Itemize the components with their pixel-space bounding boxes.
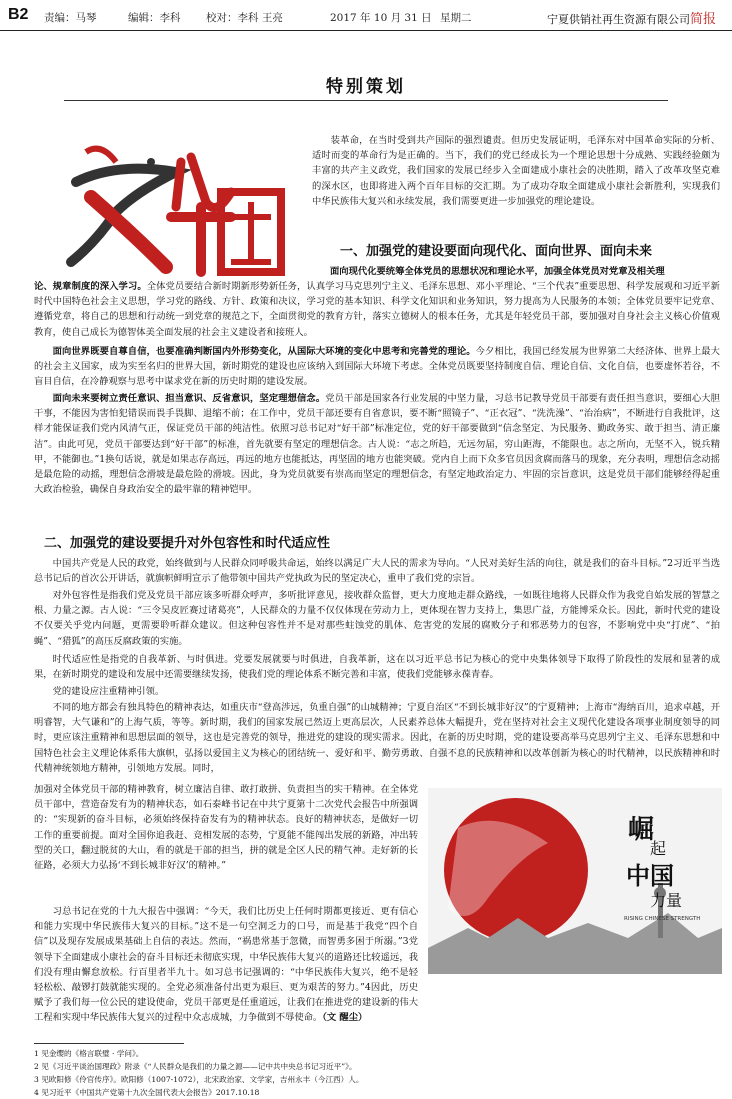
s2-paragraph-2: 对外包容性是指我们党及党员干部应该多听群众呼声，多听批评意见，接收群众监督，更大力度地走群众路线，一如既往地将人民群众作为我党自始发展的智慧之根、力量之源。古人说：“三令吴皮匠赛过诸葛亮”，人民群众的力量不仅仅体现在劳动力上，更体现在智力支持上，集思广益，方能博采众长。因此，新时代党的建设不仅要关乎党内问题，更需要聆听群众建议。但这种包容性并不是对那些蛀蚀党的肌体、危害党的发展的腐败分子和邪恶势力的包容，不影响党中央“打虎”、“拍蝇”、“猎狐”的高压反腐政策的实施。 bbox=[34, 590, 720, 647]
footnote-3: 3 见欧阳修《伶官传序》。欧阳修（1007-1072），北宋政治家、文学家，吉州永丰（今江西）人。 bbox=[34, 1075, 364, 1084]
footnote-4: 4 见习近平《中国共产党第十九次全国代表大会报告》2017.10.18 bbox=[34, 1088, 260, 1097]
s2-paragraph-1: 中国共产党是人民的政党，始终做到与人民群众同呼吸共命运，始终以满足广大人民的需求为导向。“人民对美好生活的向往，就是我们的奋斗目标。”2习近平当选总书记后的首次公开讲话，就旗帜鲜明宣示了他带领中国共产党执政为民的坚定决心，重申了我们党的宗旨。 bbox=[34, 558, 720, 585]
s2-paragraph-4: 党的建设应注重精神引领。 bbox=[52, 686, 165, 697]
editor-in-charge: 责编：马琴 bbox=[44, 12, 97, 24]
page-header bbox=[0, 0, 732, 31]
s2-paragraph-5: 不同的地方都会有独具特色的精神表达，如重庆市“登高涉远，负重自强”的山城精神；宁夏自治区“不到长城非好汉”的宁夏精神；上海市“海纳百川，追求卓越，开明睿智，大气谦和”的上海气质，等等。新时期，我们的国家发展已然迈上更高层次，人民素养总体大幅提升，党在坚持对社会主义现代化建设各项事业制度领导的同时，更应该注重精神和思想层面的领导，这也是完善党的领导，推进党的建设的现实需求。因此，在新的历史时期，党的建设要高举马克思列宁主义、毛泽东思想和中国特色社会主义理论体系伟大旗帜，弘扬以爱国主义为核心的团结统一、爱好和平、勤劳勇敢、自强不息的民族精神和以改革创新为核心的时代精神，以民族精神和时代精神统领地方精神，引领地方发展。同时， bbox=[34, 702, 720, 774]
rising-china-image bbox=[428, 788, 722, 974]
s1-paragraph-1: 论、规章制度的深入学习。全体党员要结合新时期新形势新任务，认真学习马克思列宁主义、毛泽东思想、邓小平理论、“三个代表”重要思想、科学发展观和习近平新时代中国特色社会主义思想，学习党的路线、方针、政策和决议，学习党的基本知识、科学文化知识和业务知识，努力提高为人民服务的本领；全体党员要牢记党章、遵循党章，将自己的思想和行动统一到党章的规范之下，全面贯彻党的教育方针，落实立德树人的根本任务，尤其是年轻党员干部，要加强对自身社会主义核心价值观教育，使自己成长为德智体美全面发展的社会主义建设者和接班人。 bbox=[34, 281, 720, 338]
s1-paragraph-2: 面向世界既要自尊自信，也要准确判断国内外形势变化，从国际大环境的变化中思考和完善党的理论。今夕相比，我国已经发展为世界第二大经济体、世界上最大的社会主义国家，成为实至名归的世界大国，新时期党的建设也应该纳入到国际大环境下考虑。全体党员既要坚持制度自信、理论自信、文化自信，也要虚怀若谷，不盲目自信，在冷静观察与思考中谋求党在新的历史时期的建设发展。 bbox=[34, 346, 720, 388]
s2-paragraph-5-cont: 加强对全体党员干部的精神教育，树立廉洁自律、敢打敢拼、负责担当的实干精神。在全体党员干部中，营造奋发有为的精神状态，如石泰峰书记在中共宁夏第十二次党代会报告中所强调的：“实现新的奋斗目标，必须始终保持奋发有为的精神状态。良好的精神状态，是做好一切工作的重要前提。面对全国你追我赶、竞相发展的态势，宁夏能不能闯出发展的新路，冲出转型的关口，翻过脱贫的大山，看的就是干部的担当，拼的就是全区人民的精气神。走好新的长征路，必须大力弘扬‘不到长城非好汉’的精神。” bbox=[34, 784, 418, 872]
svg-text:力量: 力量 bbox=[650, 891, 683, 910]
s1-lead-line: 面向现代化要统筹全体党员的思想状况和理论水平，加强全体党员对党章及相关理 bbox=[330, 266, 665, 277]
section-divider bbox=[64, 100, 668, 101]
s2-paragraph-3: 时代适应性是指党的自我革新、与时俱进。党要发展就要与时俱进，自我革新，这在以习近平总书记为核心的党中央集体领导下取得了阶段性的发展和显著的成果，在新时期党的建设和发展中还需要继续发扬，使我们党的理论体系不断完善和丰富，使我们党能够永葆青春。 bbox=[34, 654, 720, 681]
svg-text:起: 起 bbox=[650, 839, 667, 858]
issue-date: 2017 年 10 月 31 日 bbox=[330, 12, 432, 24]
proofreader: 校对：李科 王亮 bbox=[206, 12, 283, 24]
heading-2: 二、加强党的建设要提升对外包容性和时代适应性 bbox=[44, 535, 331, 550]
section-title: 特别策划 bbox=[326, 77, 406, 96]
footnote-1: 1 见金缨的《格言联璧 · 学问》。 bbox=[34, 1049, 144, 1058]
svg-text:RISING CHINESE STRENGTH: RISING CHINESE STRENGTH bbox=[624, 916, 701, 922]
s2-paragraph-6: 习总书记在党的十九大报告中强调：“今天，我们比历史上任何时期都更接近、更有信心和能力实现中华民族伟大复兴的目标。”这不是一句空洞乏力的口号，而是基于我党“四个自信”以及现存发展成果基础上自信的表达。然而，“祸患常基于忽微，而智勇多困于所溺。”3党领导下全面建成小康社会的奋斗目标还未彻底实现，中华民族伟大复兴的道路还比较遥远，我们没有理由懈怠放松。行百里者半九十。如习总书记强调的：“中华民族伟大复兴，绝不是轻轻松松、敲锣打鼓就能实现的。全党必须准备付出更为艰巨、更为艰苦的努力。”4因此，历史赋予了我们每一位公民的建设使命，党员干部更是任重道远，让我们在推进党的建设新的伟大工程和实现中华民族伟大复兴的过程中众志成城，力争做到不辱使命。（文 醒尘） bbox=[34, 906, 418, 1024]
weekday: 星期二 bbox=[440, 12, 472, 24]
footnote-divider bbox=[34, 1043, 184, 1044]
intro-paragraph: 装革命，在当时受到共产国际的强烈谴责。但历史发展证明，毛泽东对中国革命实际的分析、适时而变的革命行为是正确的。当下，我们的党已经成长为一个理论思想十分成熟、实践经验颇为丰富的共产主义政党，我们国家的发展已经步入全面建成小康社会的决胜期，踏入了改革攻坚克难的深水区，也即将进入两个百年目标的交汇期。为了成功夺取全面建成小康社会新胜利，实现我们中华民族伟大复兴和永续发展，我们需要更进一步加强党的理论建设。 bbox=[312, 135, 720, 207]
s1-paragraph-3: 面向未来要树立责任意识、担当意识、反省意识，坚定理想信念。党员干部是国家各行业发展的中坚力量，习总书记教导党员干部要有责任担当意识，要细心大胆干事，不能因为害怕犯错误而畏手畏脚、退缩不前；在工作中，党员干部还要有自省意识，要不断“照镜子”、“正衣冠”、“洗洗澡”、“治治病”，不断进行自我批评，这样才能保证我们党内风清气正，保证党员干部的纯洁性。依照习总书记对“好干部”标准定位，党的好干部要做到“信念坚定、为民服务、勤政务实、敢于担当、清正廉洁”。由此可见，党员干部要达到“好干部”的标准，首先就要有坚定的理想信念。古人说：“志之所趋，无远勿届，穷山距海，不能限也。志之所向，无坚不入，锐兵精甲，不能御也。”1换句话说，就是如果志存高远，再远的地方也能抵达，再坚固的地方也能突破。党内自上而下众多官员因贪腐而落马的现象，充分表明，理想信念动摇是最危险的动摇，理想信念滑坡是最危险的滑坡。因此，身为党员就要有崇高而坚定的理想信念，有坚定地政治定力、牢固的宗旨意识，这是党员干部们能够经得起重大政治检验，确保自身政治安全的最牢靠的精神铠甲。 bbox=[34, 393, 720, 496]
svg-text:中国: 中国 bbox=[626, 861, 674, 890]
editor: 编辑：李科 bbox=[128, 12, 181, 24]
heading-1: 一、加强党的建设要面向现代化、面向世界、面向未来 bbox=[340, 243, 653, 258]
culture-china-logo bbox=[56, 122, 296, 284]
footnote-2: 2 见《习近平谈治国理政》附录《“人民群众是我们的力量之源——记中共中央总书记习近平”》。 bbox=[34, 1062, 357, 1071]
svg-text:崛: 崛 bbox=[628, 815, 655, 845]
page-number: B2 bbox=[8, 6, 29, 23]
publisher-brand: 宁夏供销社再生资源有限公司简报 bbox=[546, 12, 716, 27]
